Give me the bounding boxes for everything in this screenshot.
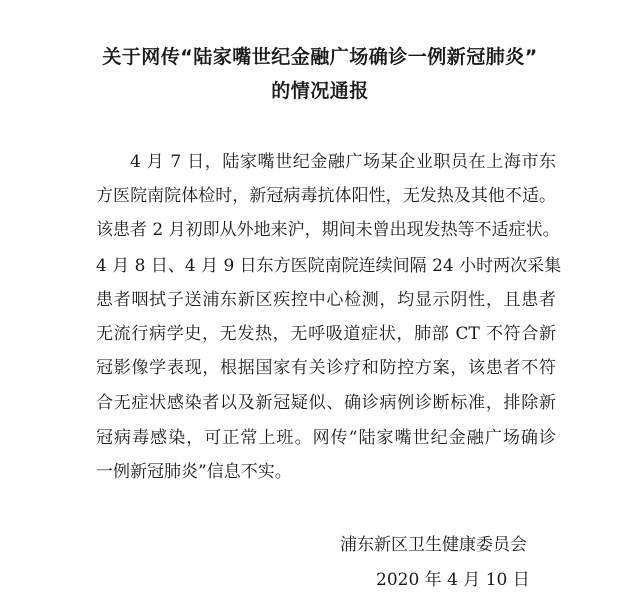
body-line: 4 月 7 日，陆家嘴世纪金融广场某企业职员在上海市东	[130, 152, 556, 172]
body-line: 冠病毒感染，可正常上班。网传“陆家嘴世纪金融广场确诊	[96, 428, 556, 448]
body-line: 4 月 8 日、4 月 9 日东方医院南院连续间隔 24 小时两次采集	[96, 256, 562, 276]
body-line: 患者咽拭子送浦东新区疾控中心检测，均显示阴性，且患者	[96, 290, 556, 310]
body-line: 方医院南院体检时，新冠病毒抗体阳性，无发热及其他不适。	[96, 186, 556, 206]
body-line: 无流行病学史，无发热，无呼吸道症状，肺部 CT 不符合新	[96, 324, 556, 344]
body-line: 合无症状感染者以及新冠疑似、确诊病例诊断标准，排除新	[96, 393, 556, 413]
document-title-line-1: 关于网传“陆家嘴世纪金融广场确诊一例新冠肺炎”	[102, 46, 538, 68]
body-line: 一例新冠肺炎”信息不实。	[96, 462, 292, 482]
signature-organization: 浦东新区卫生健康委员会	[340, 535, 527, 555]
body-line: 该患者 2 月初即从外地来沪，期间未曾出现发热等不适症状。	[96, 220, 560, 240]
document-title-line-2: 的情况通报	[271, 80, 369, 102]
body-line: 冠影像学表现，根据国家有关诊疗和防控方案，该患者不符	[96, 358, 556, 378]
signature-date: 2020 年 4 月 10 日	[376, 570, 530, 590]
